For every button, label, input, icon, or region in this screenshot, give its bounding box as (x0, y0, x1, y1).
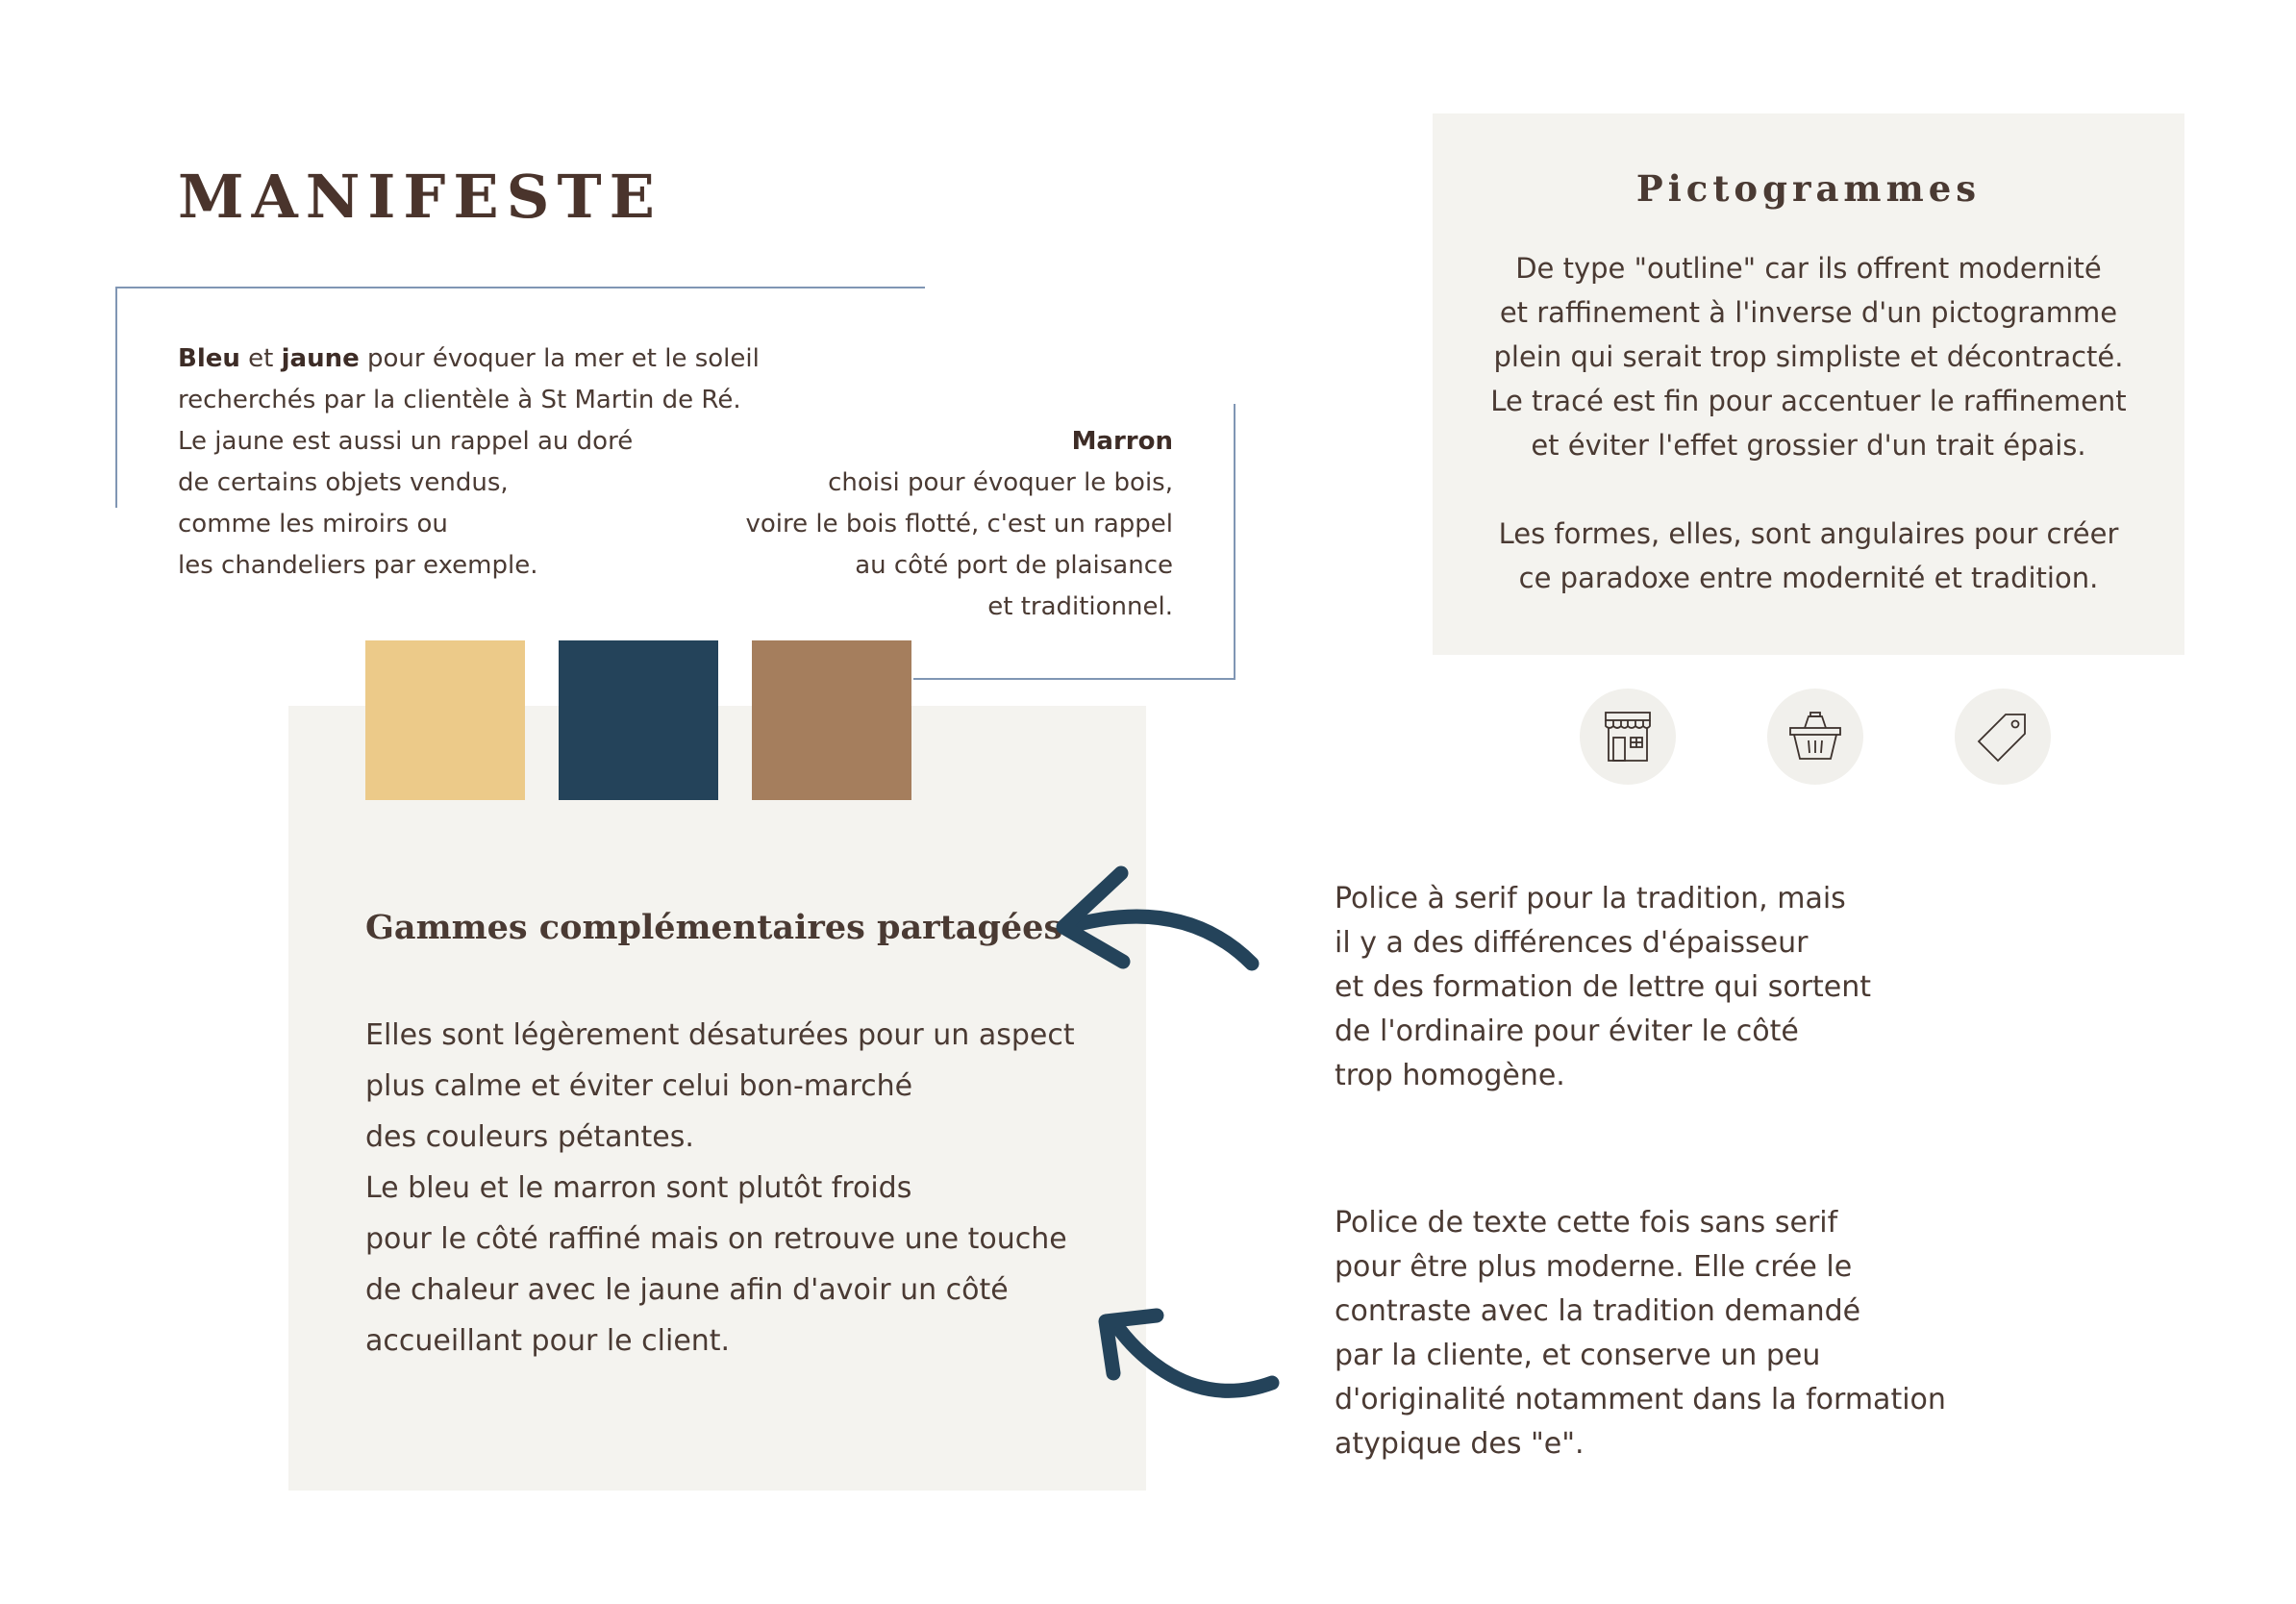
gammes-title: Gammes complémentaires partagées (365, 908, 1063, 947)
note-line: pour être plus moderne. Elle crée le (1335, 1250, 1853, 1284)
gammes-line: Le bleu et le marron sont plutôt froids (365, 1171, 912, 1205)
note-line: atypique des "e". (1335, 1427, 1585, 1461)
pictogrammes-title: Pictogrammes (1635, 167, 1982, 210)
serif-font-note (1335, 877, 1931, 1098)
bleu-keyword: Bleu (178, 344, 240, 373)
bleu-first-line (178, 338, 793, 380)
tag-icon-circle (1955, 689, 2051, 785)
swatch-bleu (559, 640, 718, 800)
gammes-line: plus calme et éviter celui bon-marché (365, 1069, 913, 1103)
picto-line: plein qui serait trop simpliste et décontracté. (1493, 340, 2124, 373)
sans-font-note (1335, 1201, 1988, 1466)
frame-right-side (1234, 404, 1235, 679)
gammes-line: pour le côté raffiné mais on retrouve une touche (365, 1222, 1067, 1256)
paragraph-spacer (1452, 467, 2165, 512)
tag-icon (1973, 707, 2033, 766)
bleu-line: Le jaune est aussi un rappel au doré (178, 427, 634, 456)
swatch-jaune (365, 640, 525, 800)
bleu-connector: et (239, 344, 282, 373)
marron-line: au côté port de plaisance (855, 551, 1173, 580)
frame-right-bottom (913, 678, 1235, 680)
marron-heading (692, 421, 1173, 463)
basket-icon (1785, 707, 1845, 766)
jaune-keyword: jaune (281, 344, 360, 373)
bleu-line-rest: pour évoquer la mer et le soleil (359, 344, 760, 373)
marron-keyword: Marron (1071, 427, 1173, 456)
gammes-line: accueillant pour le client. (365, 1324, 731, 1358)
picto-line: ce paradoxe entre modernité et tradition. (1518, 562, 2099, 594)
frame-left-top (115, 287, 925, 288)
picto-line: De type "outline" car ils offrent modernité (1515, 252, 2102, 285)
bleu-line: comme les miroirs ou (178, 510, 448, 539)
gammes-body (365, 1010, 1115, 1366)
bleu-line: les chandeliers par exemple. (178, 551, 538, 580)
swatch-marron (752, 640, 911, 800)
note-line: d'originalité notamment dans la formation (1335, 1383, 1946, 1416)
gammes-line: des couleurs pétantes. (365, 1120, 694, 1154)
picto-line: et raffinement à l'inverse d'un pictogramme (1499, 296, 2118, 329)
picto-line: Les formes, elles, sont angulaires pour créer (1498, 517, 2119, 550)
arrow-to-gammes-body (1085, 1298, 1296, 1414)
note-line: par la cliente, et conserve un peu (1335, 1339, 1821, 1372)
picto-line: et éviter l'effet grossier d'un trait épais. (1531, 429, 2086, 462)
note-line: Police à serif pour la tradition, mais (1335, 882, 1846, 915)
marron-line: et traditionnel. (987, 592, 1173, 621)
note-line: de l'ordinaire pour éviter le côté (1335, 1015, 1799, 1048)
arrow-to-gammes-title (1038, 856, 1269, 981)
note-line: contraste avec la tradition demandé (1335, 1294, 1861, 1328)
note-line: Police de texte cette fois sans serif (1335, 1206, 1838, 1240)
note-line: trop homogène. (1335, 1059, 1565, 1092)
gammes-line: de chaleur avec le jaune afin d'avoir un côté (365, 1273, 1009, 1307)
bleu-line: recherchés par la clientèle à St Martin de Ré. (178, 386, 741, 414)
picto-line: Le tracé est fin pour accentuer le raffinement (1490, 385, 2127, 417)
shop-icon-circle (1580, 689, 1676, 785)
note-line: et des formation de lettre qui sortent (1335, 970, 1872, 1004)
page-title: MANIFESTE (178, 162, 662, 232)
note-line: il y a des différences d'épaisseur (1335, 926, 1809, 960)
marron-line: choisi pour évoquer le bois, (828, 468, 1173, 497)
marron-description (692, 421, 1173, 628)
bleu-line: de certains objets vendus, (178, 468, 509, 497)
gammes-line: Elles sont légèrement désaturées pour un aspect (365, 1018, 1075, 1052)
basket-icon-circle (1767, 689, 1863, 785)
shop-icon (1598, 707, 1658, 766)
frame-left-side (115, 287, 117, 508)
marron-line: voire le bois flotté, c'est un rappel (745, 510, 1173, 539)
pictogrammes-body (1452, 246, 2165, 600)
